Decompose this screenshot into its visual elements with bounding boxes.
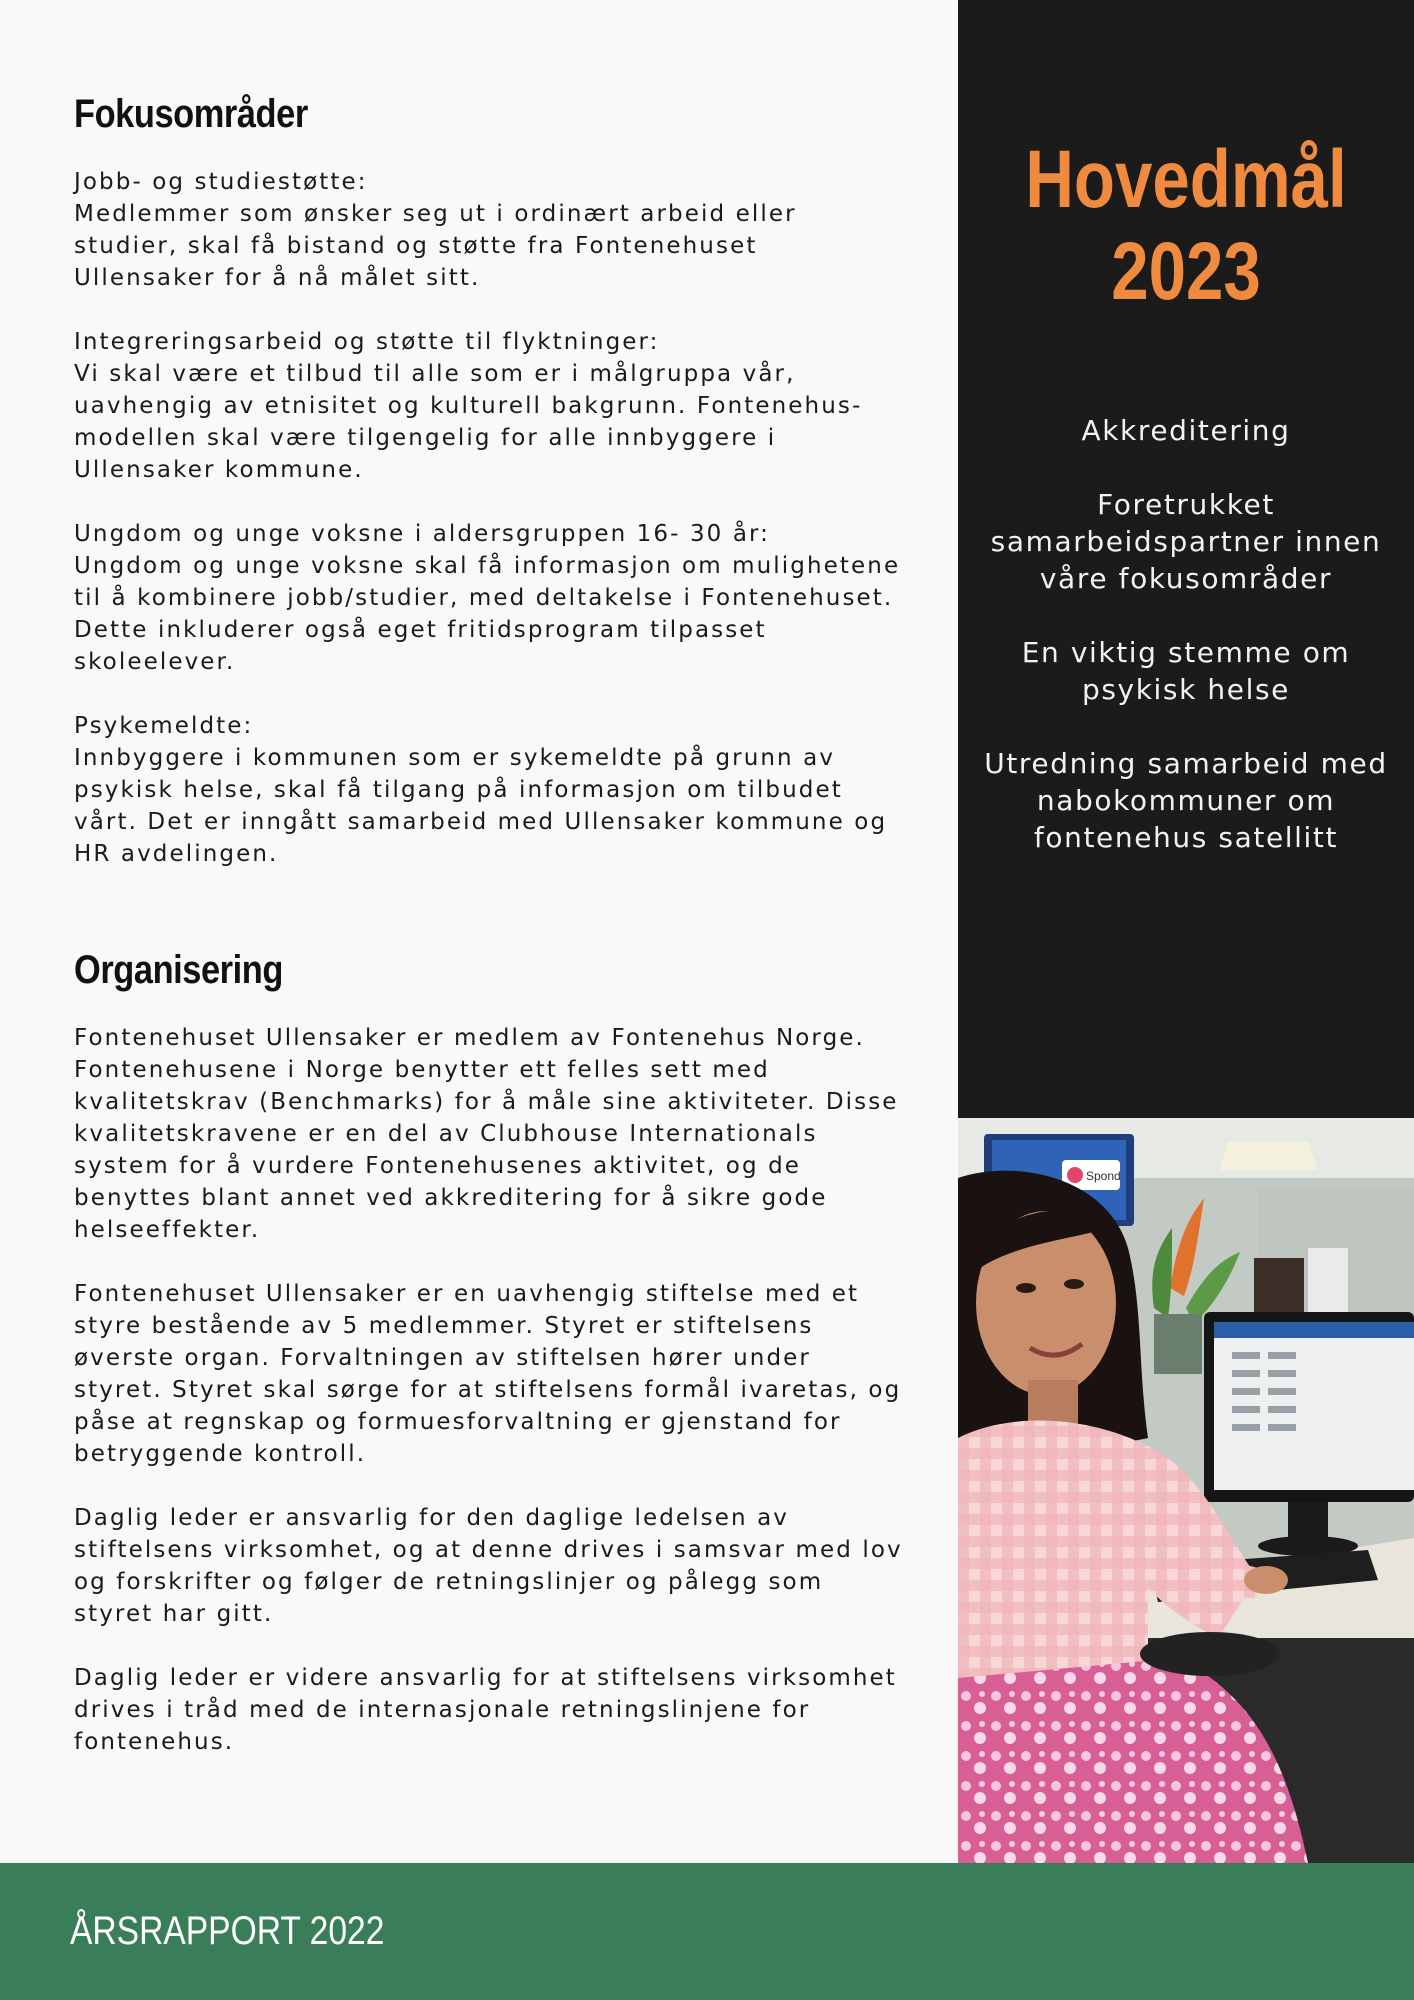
member-photo: [958, 1118, 1414, 1863]
paragraph-title: Psykemeldte:: [74, 713, 254, 739]
ceiling-light: [1220, 1142, 1318, 1170]
organisation-paragraph: Fontenehuset Ullensaker er en uavhengig stiftelse med et styre bestående av 5 medlemmer. Styret er stiftelsens øverste organ. Forvaltningen av stiftelsen hører under styret. Styret skal sørge for at stiftelsens formål ivaretas, og påse at regnskap og formuesforvaltning er gjenstand for betryggende kontroll.: [74, 1281, 902, 1467]
focus-heading: Fokusområder: [74, 92, 308, 136]
paragraph-text: Ungdom og unge voksne skal få informasjon om mulighetene til å kombinere jobb/studier, med deltakelse i Fontenehuset. Dette inkluderer også eget fritidsprogram tilpasset skoleelever.: [74, 553, 901, 675]
focus-paragraph-integration: [74, 326, 904, 486]
goal-item: Foretrukket samarbeidspartner innen våre fokusområder: [990, 488, 1382, 595]
organisation-paragraph: Fontenehuset Ullensaker er medlem av Fontenehus Norge. Fontenehusene i Norge benytter ett felles sett med kvalitetskrav (Benchmarks) for å måle sine aktiviteter. Disse kvalitetskravene er en del av Clubhouse Internationals system for å vurdere Fontenehusenes aktivitet, og de benyttes blant annet ved akkreditering for å sikre gode helseeffekter.: [74, 1025, 899, 1243]
goals-panel: [958, 0, 1414, 1118]
goal-item: En viktig stemme om psykisk helse: [1021, 636, 1351, 706]
paragraph-text: Innbyggere i kommunen som er sykemeldte på grunn av psykisk helse, skal få tilgang på informasjon om tilbudet vårt. Det er inngått samarbeid med Ullensaker kommune og HR avdelingen.: [74, 745, 888, 867]
focus-paragraph-job: [74, 166, 904, 294]
goals-list: [978, 412, 1394, 856]
goals-title-line1: Hovedmål: [1025, 134, 1347, 225]
photo-illustration: [958, 1118, 1414, 1863]
focus-paragraph-sick-leave: [74, 710, 904, 870]
paragraph-title: Integreringsarbeid og støtte til flyktninger:: [74, 329, 660, 355]
goals-title-year: 2023: [1111, 226, 1261, 317]
paragraph-text: Vi skal være et tilbud til alle som er i målgruppa vår, uavhengig av etnisitet og kulturell bakgrunn. Fontenehus-modellen skal være tilgengelig for alle innbyggere i Ullensaker kommune.: [74, 361, 863, 483]
focus-paragraph-youth: [74, 518, 904, 678]
organisation-section: [74, 1022, 904, 1758]
organisation-heading: Organisering: [74, 948, 283, 992]
focus-section: [74, 166, 904, 870]
organisation-paragraph: Daglig leder er videre ansvarlig for at stiftelsens virksomhet drives i tråd med de internasjonale retningslinjene for fontenehus.: [74, 1665, 897, 1755]
footer-report-label: ÅRSRAPPORT 2022: [70, 1909, 385, 1953]
goal-item: Utredning samarbeid med nabokommuner om fontenehus satellitt: [984, 747, 1388, 854]
footer-bar: [0, 1863, 1414, 2000]
organisation-paragraph: Daglig leder er ansvarlig for den daglige ledelsen av stiftelsens virksomhet, og at denne drives i samsvar med lov og forskrifter og følger de retningslinjer og pålegg som styret har gitt.: [74, 1505, 903, 1627]
goals-title: [958, 134, 1414, 318]
main-content: [74, 88, 904, 1758]
goal-item: Akkreditering: [1081, 414, 1291, 447]
screen-label: Spond: [1086, 1169, 1121, 1183]
paragraph-title: Jobb- og studiestøtte:: [74, 169, 368, 195]
paragraph-text: Medlemmer som ønsker seg ut i ordinært arbeid eller studier, skal få bistand og støtte fra Fontenehuset Ullensaker for å nå målet sitt.: [74, 201, 797, 291]
paragraph-title: Ungdom og unge voksne i aldersgruppen 16- 30 år:: [74, 521, 771, 547]
